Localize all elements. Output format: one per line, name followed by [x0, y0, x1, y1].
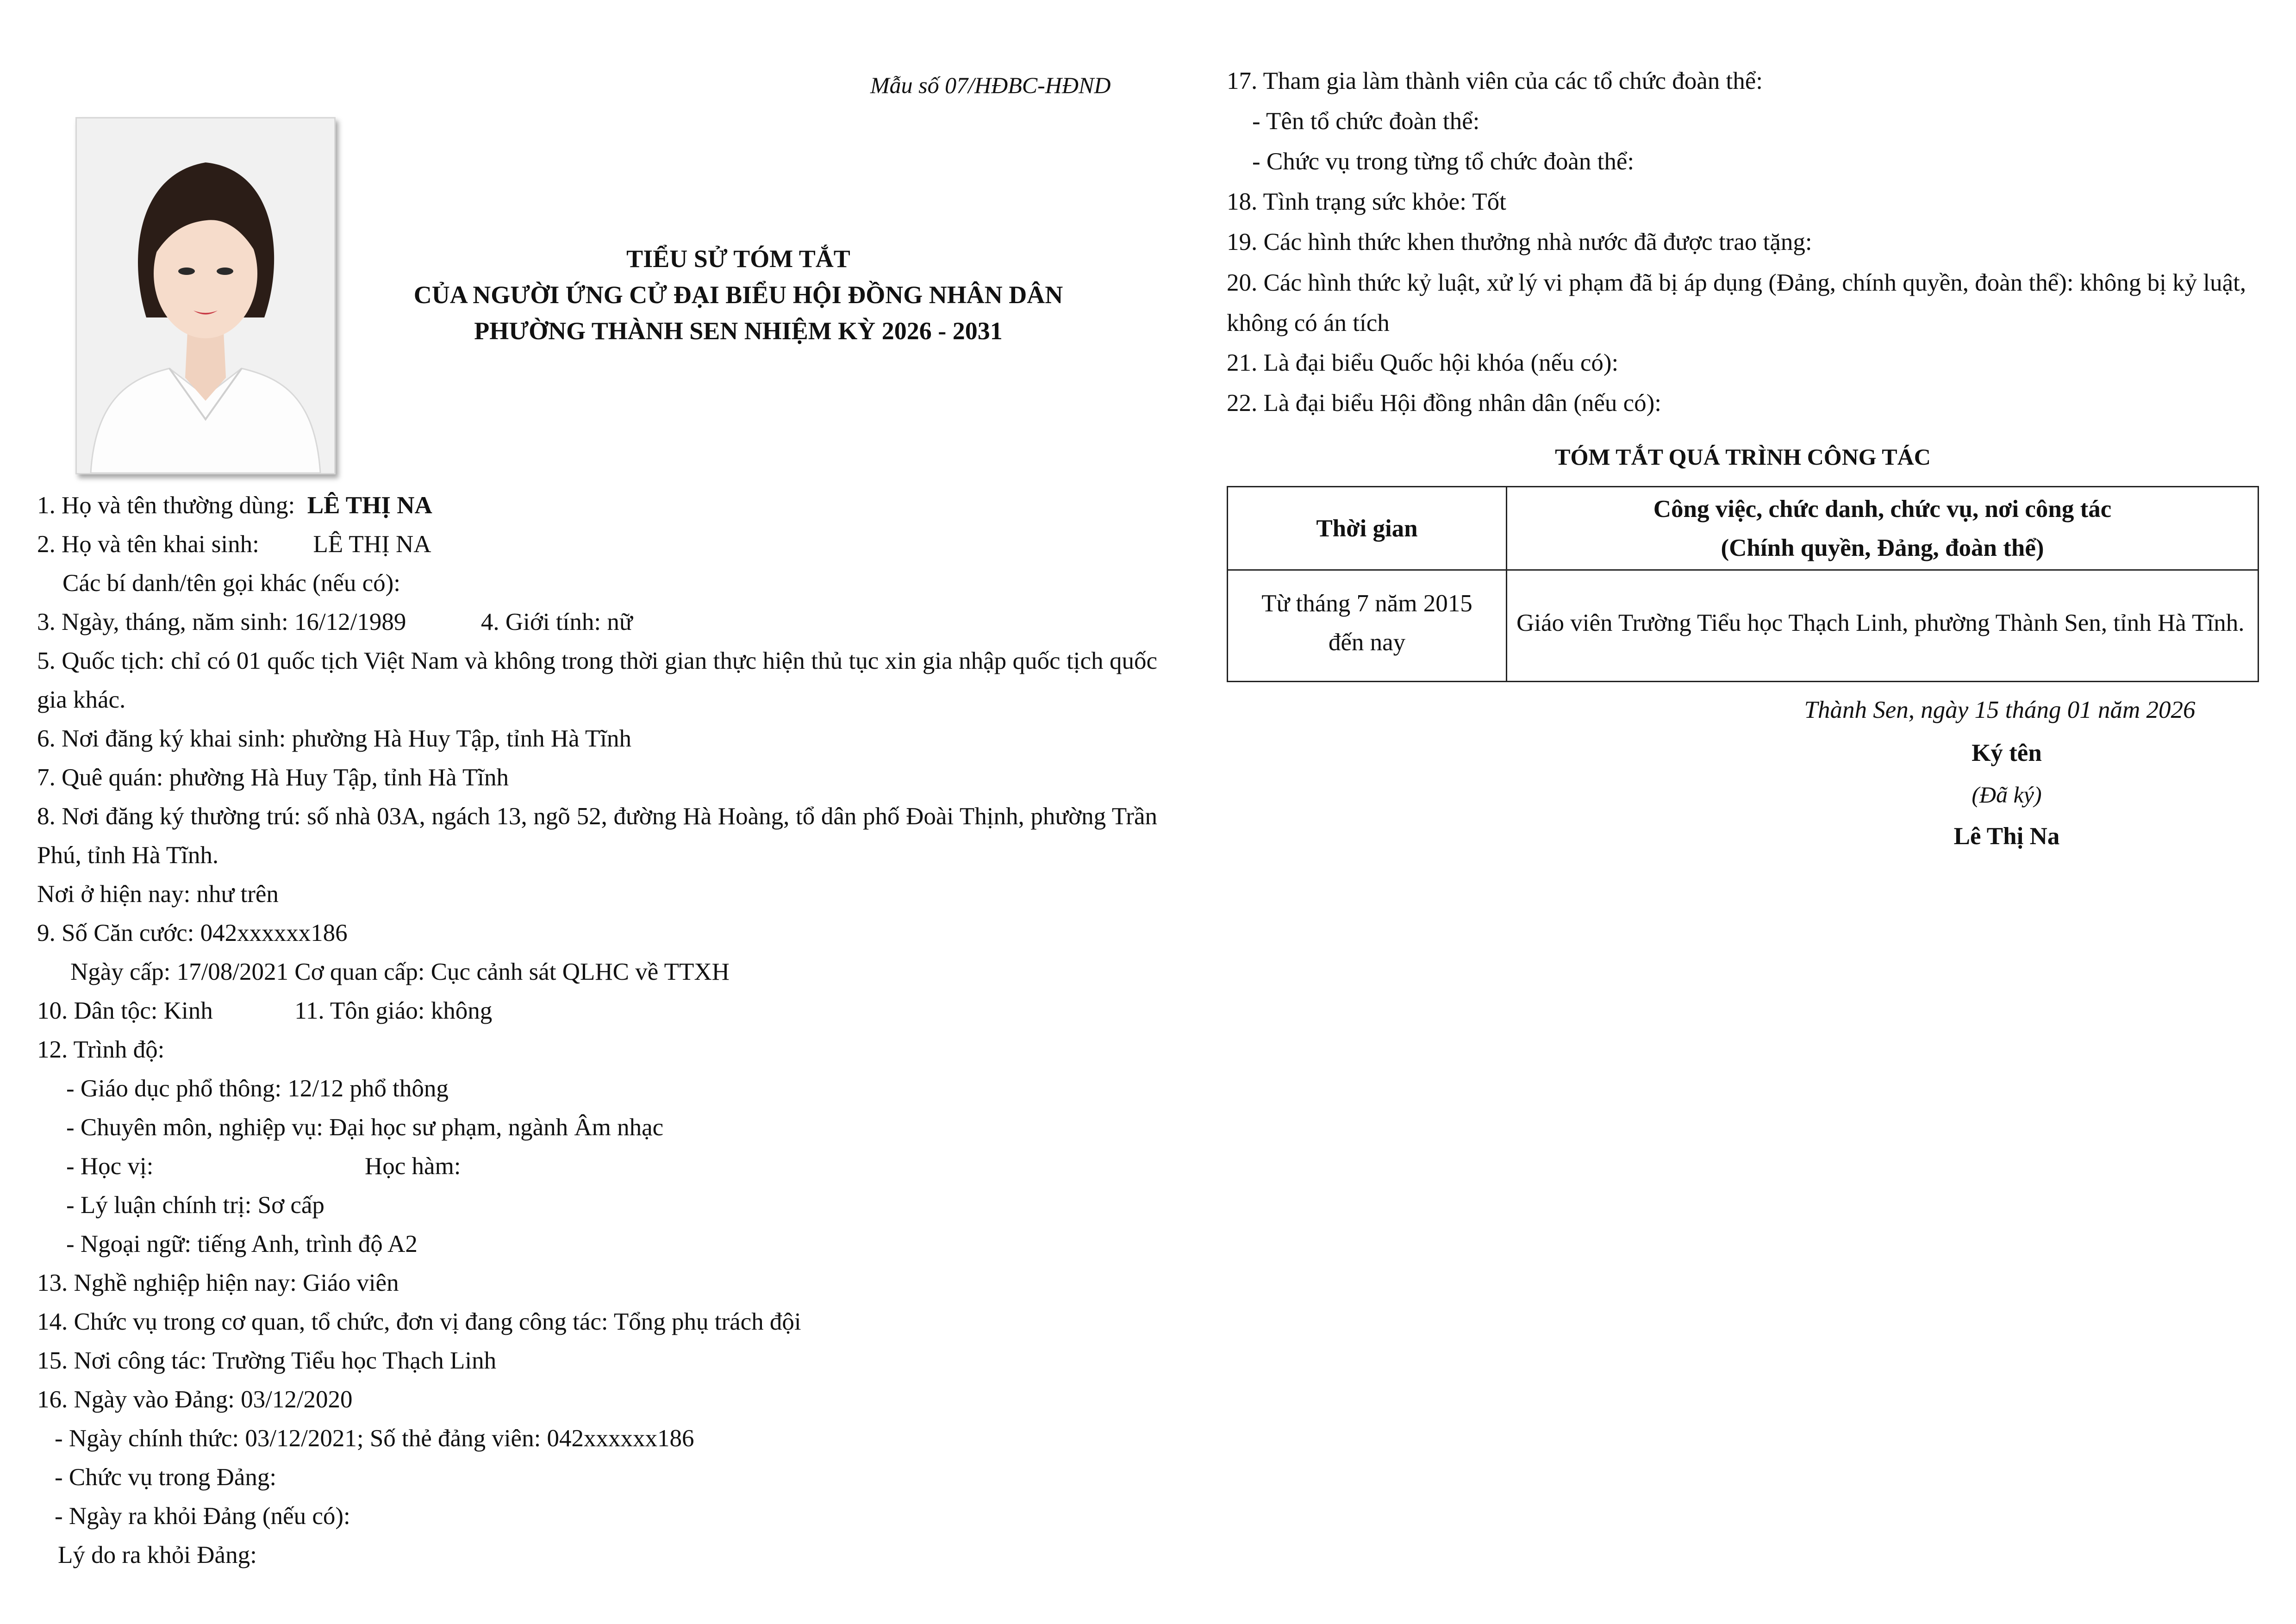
- field-party-official: - Ngày chính thức: 03/12/2021; Số thẻ đảng viên: 042xxxxxx186: [55, 1425, 694, 1452]
- field-birth-registration: 6. Nơi đăng ký khai sinh: phường Hà Huy Tập, tỉnh Hà Tĩnh: [37, 725, 632, 752]
- field-id-card: 9. Số Căn cước: 042xxxxxx186: [37, 920, 348, 946]
- time-line-2: đến nay: [1328, 629, 1406, 656]
- title-line-2: CỦA NGƯỜI ỨNG CỬ ĐẠI BIỂU HỘI ĐỒNG NHÂN DÂN: [413, 281, 1063, 309]
- birth-name-value: LÊ THỊ NA: [313, 531, 431, 558]
- field-permanent-residence: 8. Nơi đăng ký thường trú: số nhà 03A, ngách 13, ngõ 52, đường Hà Hoàng, tổ dân phố Đoài Thịnh, phường Trần Phú, tỉnh Hà Tĩnh.: [37, 803, 1157, 869]
- title-line-3: PHƯỜNG THÀNH SEN NHIỆM KỲ 2026 - 2031: [474, 317, 1003, 345]
- field-party-leave-date: - Ngày ra khỏi Đảng (nếu có):: [55, 1503, 350, 1530]
- field-education: 12. Trình độ:: [37, 1036, 165, 1063]
- sign-label: Ký tên: [1972, 740, 2042, 766]
- signed-note: (Đã ký): [1972, 782, 2042, 808]
- field-discipline: 20. Các hình thức kỷ luật, xử lý vi phạm đã bị áp dụng (Đảng, chính quyền, đoàn thể): không bị kỷ luật, không có án tích: [1227, 269, 2246, 336]
- field-ethnicity-religion: [37, 991, 1157, 1030]
- field-dob-gender: [37, 603, 1157, 641]
- degree-label: - Học vị:: [66, 1153, 154, 1180]
- place-date: Thành Sen, ngày 15 tháng 01 năm 2026: [1804, 697, 2196, 723]
- ethnicity-text: 10. Dân tộc: Kinh: [37, 997, 213, 1024]
- field-organization-name: - Tên tổ chức đoàn thể:: [1252, 108, 1480, 135]
- field-organization-role: - Chức vụ trong từng tổ chức đoàn thể:: [1252, 148, 1635, 175]
- religion-text: 11. Tôn giáo: không: [294, 997, 493, 1024]
- field-health: 18. Tình trạng sức khỏe: Tốt: [1227, 188, 1506, 215]
- field-aliases: Các bí danh/tên gọi khác (nếu có):: [62, 570, 400, 597]
- field-party-position: - Chức vụ trong Đảng:: [55, 1464, 277, 1491]
- academic-title-label: Học hàm:: [365, 1153, 461, 1180]
- field-workplace: 15. Nơi công tác: Trường Tiểu học Thạch Linh: [37, 1347, 497, 1374]
- row-job: Giáo viên Trường Tiểu học Thạch Linh, phường Thành Sen, tỉnh Hà Tĩnh.: [1507, 570, 2259, 682]
- field-current-residence: Nơi ở hiện nay: như trên: [37, 881, 279, 908]
- field-degree-title: [37, 1147, 1157, 1186]
- work-history-table: [1227, 486, 2259, 682]
- field-hometown: 7. Quê quán: phường Hà Huy Tập, tỉnh Hà Tĩnh: [37, 764, 509, 791]
- field-common-name: [37, 486, 1157, 525]
- field-awards: 19. Các hình thức khen thưởng nhà nước đã được trao tặng:: [1227, 229, 1812, 255]
- field-peoples-council: 22. Là đại biểu Hội đồng nhân dân (nếu có):: [1227, 390, 1662, 417]
- form-code: Mẫu số 07/HĐBC-HĐND: [870, 72, 1111, 98]
- table-row: [1228, 570, 2259, 682]
- field-label: 1. Họ và tên thường dùng:: [37, 492, 295, 519]
- common-name-value: LÊ THỊ NA: [307, 492, 432, 519]
- header-time: Thời gian: [1228, 487, 1507, 570]
- field-party-leave-reason: Lý do ra khỏi Đảng:: [58, 1542, 257, 1568]
- field-birth-name: [37, 525, 1157, 564]
- table-header-row: [1228, 487, 2259, 570]
- field-national-assembly: 21. Là đại biểu Quốc hội khóa (nếu có):: [1227, 349, 1619, 376]
- field-nationality: 5. Quốc tịch: chỉ có 01 quốc tịch Việt Nam và không trong thời gian thực hiện thủ tục xin gia nhập quốc tịch quốc gia khác.: [37, 647, 1157, 713]
- time-line-1: Từ tháng 7 năm 2015: [1261, 590, 1472, 617]
- field-occupation: 13. Nghề nghiệp hiện nay: Giáo viên: [37, 1269, 399, 1296]
- header-job-line-1: Công việc, chức danh, chức vụ, nơi công tác: [1653, 495, 2112, 523]
- document-title: [259, 241, 1217, 349]
- field-position: 14. Chức vụ trong cơ quan, tổ chức, đơn vị đang công tác: Tổng phụ trách đội: [37, 1308, 801, 1335]
- field-party-admission: 16. Ngày vào Đảng: 03/12/2020: [37, 1386, 353, 1413]
- field-specialty: - Chuyên môn, nghiệp vụ: Đại học sư phạm, ngành Âm nhạc: [66, 1114, 664, 1141]
- row-time: [1228, 570, 1507, 682]
- field-label: 2. Họ và tên khai sinh:: [37, 531, 259, 558]
- work-summary-title: TÓM TẮT QUÁ TRÌNH CÔNG TÁC: [1555, 444, 1931, 470]
- field-general-education: - Giáo dục phổ thông: 12/12 phổ thông: [66, 1075, 449, 1102]
- header-job: [1507, 487, 2259, 570]
- field-organizations: 17. Tham gia làm thành viên của các tổ chức đoàn thể:: [1227, 68, 1763, 94]
- field-political-theory: - Lý luận chính trị: Sơ cấp: [66, 1192, 324, 1219]
- dob-text: 3. Ngày, tháng, năm sinh: 16/12/1989: [37, 609, 406, 635]
- header-job-line-2: (Chính quyền, Đảng, đoàn thể): [1721, 534, 2044, 561]
- personal-info-list: [37, 486, 1157, 1574]
- additional-info-list: [1227, 62, 2259, 424]
- title-line-1: TIỂU SỬ TÓM TẮT: [626, 245, 850, 273]
- signer-name: Lê Thị Na: [1953, 823, 2060, 850]
- gender-text: 4. Giới tính: nữ: [480, 609, 633, 635]
- field-foreign-language: - Ngoại ngữ: tiếng Anh, trình độ A2: [66, 1231, 418, 1257]
- field-id-issue: Ngày cấp: 17/08/2021 Cơ quan cấp: Cục cảnh sát QLHC về TTXH: [70, 958, 730, 985]
